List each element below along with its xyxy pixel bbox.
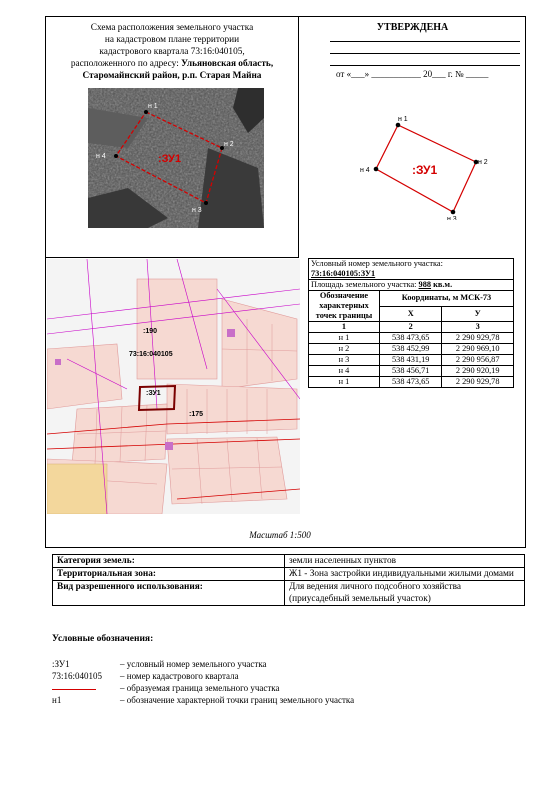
- sketch-point-n4: н 4: [360, 167, 370, 174]
- col-num-3: 3: [442, 322, 514, 333]
- sat-point-n2: н 2: [224, 141, 234, 148]
- satellite-image: [88, 88, 264, 228]
- sat-point-n1: н 1: [148, 103, 158, 110]
- sketch-point-n2: н 2: [478, 159, 488, 166]
- table-row: [309, 366, 514, 377]
- point-marker: [144, 110, 148, 114]
- legend-title: Условные обозначения:: [52, 634, 154, 644]
- zone-value: Ж1 - Зона застройки индивидуальными жилыми домами: [285, 568, 525, 581]
- use-value: Для ведения личного подсобного хозяйства (приусадебный земельный участок): [285, 581, 525, 606]
- area-unit: кв.м.: [433, 280, 453, 289]
- col-num-1: 1: [309, 322, 380, 333]
- title-region: Ульяновская область,: [181, 59, 274, 69]
- area-row: [309, 280, 514, 291]
- title-address-prefix: расположенного по адресу:: [70, 59, 182, 69]
- category-value: земли населенных пунктов: [285, 555, 525, 568]
- parcel-sketch: [360, 110, 500, 220]
- approval-line: [330, 41, 520, 42]
- point-marker: [451, 210, 456, 215]
- sketch-point-n1: н 1: [398, 116, 408, 123]
- scale-caption: Масштаб 1:500: [249, 530, 311, 540]
- use-label: Вид разрешенного использования:: [53, 581, 285, 606]
- land-info-table: [52, 554, 525, 606]
- table-row: [309, 377, 514, 388]
- sat-point-n3: н 3: [192, 207, 202, 214]
- coordinates-table: [308, 258, 514, 388]
- cell-y: 2 290 920,19: [442, 366, 514, 377]
- title-line-4: [48, 58, 296, 70]
- legend-key: :ЗУ1: [52, 659, 70, 669]
- area-value: 988: [418, 280, 431, 289]
- cell-point: н 3: [309, 355, 380, 366]
- legend-value: – обозначение характерной точки границ земельного участка: [120, 695, 355, 705]
- col-num-2: 2: [380, 322, 442, 333]
- title-line-1: Схема расположения земельного участка: [90, 23, 254, 33]
- title-line-3: кадастрового квартала 73:16:040105,: [99, 47, 245, 57]
- cell-x: 538 473,65: [380, 377, 442, 388]
- cell-x: 538 456,71: [380, 366, 442, 377]
- cell-point: н 2: [309, 344, 380, 355]
- legend-value: – условный номер земельного участка: [120, 659, 267, 669]
- legend-value: – образуемая граница земельного участка: [120, 683, 280, 693]
- col-header-x: X: [380, 306, 442, 322]
- sketch-point-n3: н 3: [447, 216, 457, 220]
- map-label-quarter: 73:16:040105: [129, 351, 173, 358]
- point-marker: [374, 167, 379, 172]
- legend-value: – номер кадастрового квартала: [120, 671, 239, 681]
- category-label: Категория земель:: [53, 555, 285, 568]
- map-label-zu1: :ЗУ1: [146, 390, 161, 397]
- cell-x: 538 473,65: [380, 333, 442, 344]
- scheme-title: [48, 22, 296, 82]
- title-line-5: [48, 70, 296, 82]
- table-row: [309, 333, 514, 344]
- cell-y: 2 290 929,78: [442, 377, 514, 388]
- area-label: Площадь земельного участка:: [311, 280, 417, 289]
- col-header-y: У: [442, 306, 514, 322]
- legend-key: 73:16:040105: [52, 671, 103, 681]
- cell-y: 2 290 929,78: [442, 333, 514, 344]
- approval-line: [330, 65, 520, 66]
- cell-point: н 4: [309, 366, 380, 377]
- sketch-parcel-label: :ЗУ1: [412, 163, 438, 177]
- table-row: [309, 355, 514, 366]
- legend-boundary-swatch: [52, 689, 96, 690]
- cell-x: 538 452,99: [380, 344, 442, 355]
- frame-divider: [298, 16, 299, 258]
- cell-x: 538 431,19: [380, 355, 442, 366]
- cadastral-map: [47, 259, 300, 514]
- sat-point-n4: н 4: [96, 153, 106, 160]
- col-header-points: Обозначение характерных точек границы: [309, 291, 380, 322]
- approved-heading: УТВЕРЖДЕНА: [376, 22, 449, 33]
- parcel-number: 73:16:040105:ЗУ1: [309, 269, 514, 280]
- point-marker: [204, 201, 208, 205]
- point-marker: [114, 154, 118, 158]
- map-label-190: :190: [143, 328, 158, 335]
- approval-line: [330, 53, 520, 54]
- point-marker: [396, 123, 401, 128]
- frame-divider-horizontal: [45, 257, 299, 258]
- title-line-2: на кадастровом плане территории: [104, 35, 240, 45]
- cell-y: 2 290 956,87: [442, 355, 514, 366]
- cell-point: н 1: [309, 333, 380, 344]
- cell-y: 2 290 969,10: [442, 344, 514, 355]
- table-row: [309, 344, 514, 355]
- map-label-175: :175: [189, 411, 204, 418]
- cell-point: н 1: [309, 377, 380, 388]
- col-header-coords: Координаты, м МСК-73: [380, 291, 514, 307]
- sat-parcel-label: :ЗУ1: [158, 153, 182, 165]
- zone-label: Территориальная зона:: [53, 568, 285, 581]
- parcel-number-label: Условный номер земельного участка:: [309, 259, 514, 270]
- title-district: Старомайнский район, р.п. Старая Майна: [82, 71, 262, 81]
- legend-key: н1: [52, 695, 62, 705]
- approval-date: от «___» ___________ 20___ г. № _____: [336, 69, 489, 79]
